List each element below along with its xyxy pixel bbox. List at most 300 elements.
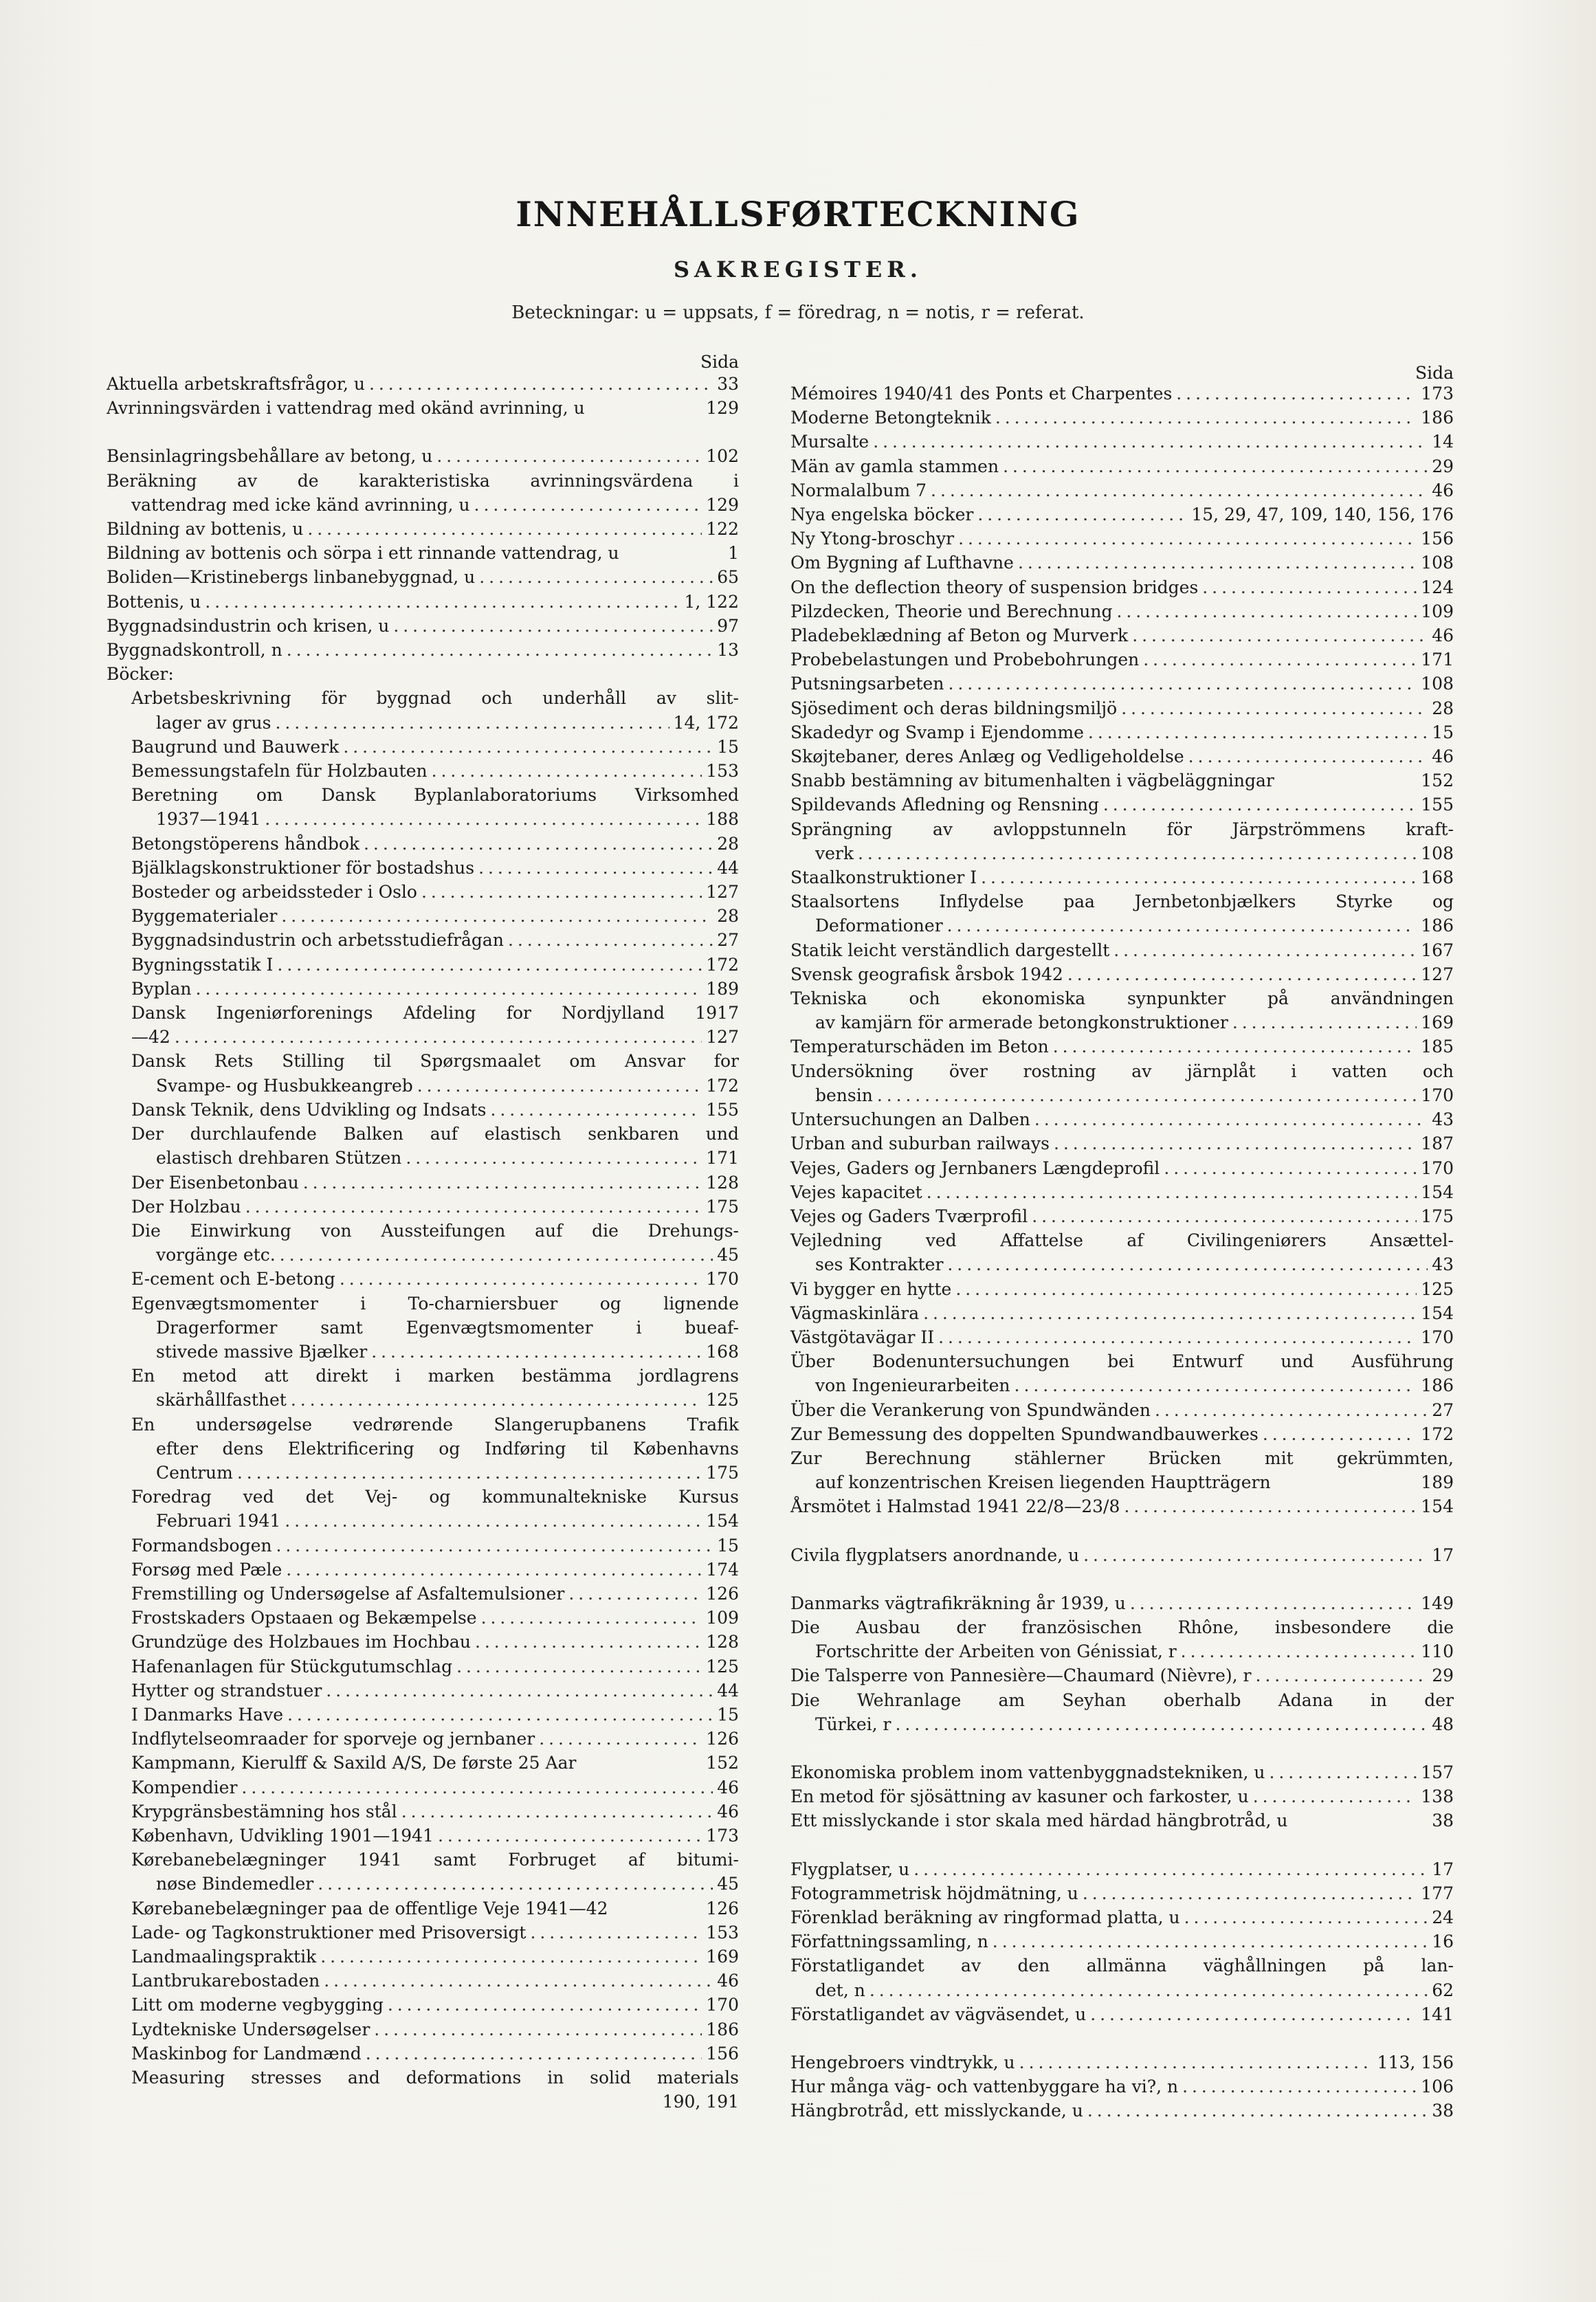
leader-dots [1018,551,1417,575]
index-entry [790,1978,1454,2002]
index-entry [790,575,1454,599]
index-entry [107,1896,739,1921]
leader-dots [1253,1784,1417,1808]
entry-page-number: 174 [706,1559,739,1580]
entry-title: auf konzentrischen Kreisen liegenden Hauptträgern [815,1472,1271,1493]
leader-dots [1124,1494,1417,1518]
section-gap [790,1736,1454,1760]
index-entry [790,1446,1454,1470]
leader-dots [281,904,713,928]
entry-title: Hängbrotråd, ett misslyckande, u [790,2101,1083,2121]
index-entry [790,623,1454,648]
entry-title: Arbetsbeskrivning för byggnad och underhåll av slit- [131,688,739,709]
index-entry [107,759,739,783]
leader-dots [869,1978,1428,2002]
leader-dots [530,1921,702,1945]
leader-dots [287,638,713,662]
index-entry [107,1001,739,1025]
entry-title: Vejledning ved Affattelse af Civilingeniørers Ansættel- [790,1230,1454,1251]
entry-page-number: 43 [1432,1109,1454,1130]
entry-page-number: 127 [706,1027,739,1048]
entry-page-number: 170 [706,1269,739,1290]
entry-title: Litt om moderne vegbygging [131,1995,384,2015]
entry-title: Deformationer [815,916,943,936]
entry-page-number: 170 [1421,1158,1454,1178]
index-entry [790,1591,1454,1615]
entry-title: von Ingenieurarbeiten [815,1375,1010,1396]
leader-dots [931,478,1428,502]
entry-page-number: 43 [1432,1254,1454,1275]
leader-dots [1087,2099,1428,2123]
entry-page-number: 129 [706,494,739,515]
entry-page-number: 113, 156 [1377,2052,1454,2072]
entry-page-number: 1, 122 [684,591,739,612]
entry-page-number: 186 [706,2019,739,2039]
entry-page-number: 152 [706,1753,739,1773]
entry-title: Dansk Rets Stilling til Spørgsmaalet om Ansvar for [131,1051,739,1072]
index-entry [790,478,1454,502]
leader-dots [275,711,669,735]
entry-title: Byggematerialer [131,906,278,927]
leader-dots [364,832,713,856]
leader-dots [287,1703,713,1727]
entry-title: Normalalbum 7 [790,480,927,500]
entry-page-number: 168 [706,1341,739,1362]
index-entry [107,1848,739,1872]
entry-page-number: 157 [1421,1762,1454,1782]
index-entry [790,1954,1454,1978]
entry-title: Byggnadsindustrin och krisen, u [107,615,390,636]
leader-dots [478,856,713,880]
entry-title: Män av gamla stammen [790,456,999,476]
entry-title: stivede massive Bjælker [156,1341,368,1362]
leader-dots [265,807,702,831]
index-entry [790,2002,1454,2026]
index-entry [107,1993,739,2017]
entry-title: Der Holzbau [131,1196,241,1217]
entry-title: Über Bodenuntersuchungen bei Entwurf und Ausführung [790,1351,1454,1372]
entry-page-number: 171 [706,1148,739,1169]
entry-title: Dragerformer samt Egenvægtsmomenter i bueaf- [156,1317,739,1338]
entry-page-number: 27 [717,930,739,951]
index-entry [790,599,1454,623]
entry-page-number: 14, 172 [673,712,739,733]
entry-title: Statik leicht verständlich dargestellt [790,940,1110,960]
index-entry [107,807,739,831]
leader-dots [1103,793,1417,817]
entry-page-number: 190, 191 [662,2092,740,2112]
entry-title: Egenvægtsmomenter i To-charniersbuer og lignende [131,1293,739,1314]
index-entry [790,793,1454,817]
index-entry [790,1615,1454,1639]
entry-page-number: 24 [1432,1907,1454,1927]
entry-title: Dansk Ingeniørforenings Afdeling for Nordjylland 1917 [131,1003,739,1023]
index-entry [107,1509,739,1533]
leader-dots [1181,1639,1417,1663]
index-entry [107,1340,739,1364]
entry-title: I Danmarks Have [131,1704,283,1725]
index-entry [107,856,739,880]
leader-dots [438,1824,702,1848]
entry-title: Ny Ytong-broschyr [790,529,955,549]
entry-title: Hafenanlagen für Stückgutumschlag [131,1656,453,1676]
index-entry [107,1461,739,1485]
entry-page-number: 171 [1421,650,1454,670]
entry-page-number: 38 [1432,2101,1454,2121]
leader-dots [1121,696,1428,720]
entry-page-number: 169 [706,1947,739,1967]
leader-dots [320,1945,702,1969]
entry-title: Byggnadsindustrin och arbetsstudiefrågan [131,930,504,951]
entry-title: Byplan [131,978,192,999]
entry-page-number: 14 [1432,432,1454,452]
entry-page-number: 15, 29, 47, 109, 140, 156, 176 [1191,505,1454,525]
entry-page-number: 172 [706,954,739,975]
index-entry [107,1921,739,1945]
entry-page-number: 173 [706,1825,739,1846]
index-entry [107,832,739,856]
entry-page-number: 124 [1421,577,1454,597]
index-entry [790,1059,1454,1083]
entry-page-number: 177 [1421,1883,1454,1903]
entry-page-number: 45 [717,1245,739,1265]
index-entry [790,817,1454,841]
entry-page-number: 38 [1432,1811,1454,1831]
entry-page-number: 138 [1421,1786,1454,1807]
section-subtitle: SAKREGISTER. [673,256,923,283]
entry-page-number: 154 [1421,1496,1454,1517]
entry-title: Measuring stresses and deformations in solid materials [131,2068,739,2088]
index-entry [790,1639,1454,1663]
entry-title: Urban and suburban railways [790,1133,1050,1154]
leader-dots [490,1098,702,1122]
index-entry [790,865,1454,889]
index-entry [790,1034,1454,1059]
entry-title: Årsmötet i Halmstad 1941 22/8—23/8 [790,1496,1120,1517]
index-entry [107,686,739,710]
entry-title: Fremstilling og Undersøgelse af Asfaltemulsioner [131,1583,565,1604]
index-entry [107,493,739,517]
entry-title: Bensinlagringsbehållare av betong, u [107,446,433,467]
index-entry [790,2050,1454,2074]
index-entry [107,735,739,759]
index-entry [107,711,739,735]
entry-title: Civila flygplatsers anordnande, u [790,1545,1080,1565]
entry-page-number: 109 [706,1608,739,1628]
index-entry [107,541,739,565]
entry-title: Bildning av bottenis, u [107,519,304,540]
section-gap [107,420,739,444]
index-entry [790,986,1454,1010]
entry-page-number: 129 [706,398,739,419]
entry-title: Zur Berechnung stählerner Brücken mit gekrümmten, [790,1448,1454,1468]
leader-dots [927,1180,1417,1204]
entry-page-number: 17 [1432,1859,1454,1879]
index-entry [790,768,1454,793]
index-entry [790,914,1454,938]
entry-page-number: 46 [717,1801,739,1822]
index-entry [790,1131,1454,1155]
entry-title: Skadedyr og Svamp i Ejendomme [790,722,1084,742]
entry-page-number: 185 [1421,1037,1454,1057]
index-entry [790,502,1454,527]
index-entry [107,904,739,928]
index-entry [107,2017,739,2041]
leader-dots [873,430,1428,454]
leader-dots [508,928,713,952]
index-entry [107,396,739,420]
leader-dots [318,1872,713,1896]
entry-title: Hengebroers vindtrykk, u [790,2052,1015,2072]
leader-dots [1034,1107,1428,1131]
entry-page-number: 189 [1421,1472,1454,1493]
entry-page-number: 110 [1421,1641,1454,1662]
index-entry [107,1775,739,1800]
entry-page-number: 172 [706,1075,739,1096]
entry-page-number: 154 [1421,1182,1454,1202]
entry-page-number: 13 [717,640,739,661]
index-entry [790,938,1454,962]
entry-page-number: 154 [706,1511,739,1531]
index-entry [107,1679,739,1703]
leader-dots [474,493,702,517]
entry-title: Lade- og Tagkonstruktioner med Prisoversigt [131,1922,527,1943]
leader-dots [196,977,702,1001]
leader-dots [406,1146,702,1170]
entry-page-number: 46 [1432,626,1454,646]
index-entry [790,1083,1454,1107]
entry-title: Skøjtebaner, deres Anlæg og Vedligeholdelse [790,746,1184,767]
entry-title: Om Bygning af Lufthavne [790,553,1014,573]
index-entry [107,1654,739,1679]
entry-page-number: 15 [717,1704,739,1725]
index-entry [790,2099,1454,2123]
leader-dots [241,1775,713,1800]
entry-page-number: 45 [717,1874,739,1894]
entry-page-number: 186 [1421,916,1454,936]
index-entry [107,977,739,1001]
entry-title: Der Eisenbetonbau [131,1172,299,1193]
index-entry [107,1751,739,1775]
leader-dots [277,953,702,977]
entry-title: Lantbrukarebostaden [131,1971,320,1991]
leader-dots [475,1630,702,1654]
index-entry [107,928,739,952]
entry-page-number: 65 [717,567,739,588]
leader-dots [1053,1034,1417,1059]
entry-page-number: 152 [1421,771,1454,791]
index-entry [107,662,739,686]
index-entry [790,962,1454,986]
leader-dots [958,527,1417,551]
index-entry [107,1049,739,1073]
entry-title: Staalkonstruktioner I [790,867,977,888]
entry-title: Betongstöperens håndbok [131,833,360,854]
index-entry [790,1398,1454,1422]
entry-page-number: 170 [1421,1085,1454,1105]
entry-page-number: 46 [1432,480,1454,500]
entry-title: Vejes, Gaders og Jernbaners Længdeprofil [790,1158,1160,1178]
entry-page-number: 168 [1421,867,1454,888]
entry-page-number: 125 [706,1656,739,1676]
leader-dots [303,1171,702,1195]
entry-page-number: 1 [728,543,739,564]
index-entry [107,590,739,614]
entry-page-number: 169 [1421,1012,1454,1033]
leader-dots [1263,1422,1417,1446]
leader-dots [977,502,1187,527]
index-entry [107,1267,739,1291]
index-entry [790,1180,1454,1204]
entry-title: E-cement och E-betong [131,1269,335,1290]
index-entry [107,1074,739,1098]
leader-dots [1270,1760,1417,1784]
leader-dots [481,1606,702,1630]
leader-dots [947,914,1417,938]
entry-title: On the deflection theory of suspension bridges [790,577,1199,597]
leader-dots [877,1083,1417,1107]
entry-title: verk [815,843,854,863]
leader-dots [1256,1663,1428,1687]
index-entry [107,1098,739,1122]
index-entry [107,1388,739,1412]
index-entry [790,841,1454,865]
index-entry [107,614,739,638]
entry-title: Förenklad beräkning av ringformad platta, u [790,1907,1180,1927]
leader-dots [324,1969,713,1993]
index-entry [107,1630,739,1654]
index-entry [107,372,739,396]
leader-dots [369,372,713,396]
index-entry [107,1316,739,1340]
leader-dots [1182,2074,1417,2099]
entry-title: vattendrag med icke känd avrinning, u [131,494,470,515]
entry-page-number: 149 [1421,1593,1454,1613]
index-entry [790,1663,1454,1687]
leader-dots [955,1277,1417,1301]
entry-page-number: 33 [717,374,739,394]
entry-title: Vejes og Gaders Tværprofil [790,1206,1028,1226]
leader-dots [432,759,702,783]
index-entry [107,1292,739,1316]
index-entry [790,1688,1454,1712]
entry-title: Förstatligandet av den allmänna väghållningen på lan- [790,1956,1454,1976]
entry-page-number: 175 [1421,1206,1454,1226]
leader-dots [1232,1010,1417,1034]
index-entry [107,1824,739,1848]
entry-page-number: 122 [706,519,739,540]
entry-title: Hur många väg- och vattenbyggare ha vi?, n [790,2077,1179,2097]
entry-page-number: 125 [706,1390,739,1410]
entry-page-number: 189 [706,978,739,999]
leader-dots [1202,575,1417,599]
entry-page-number: 48 [1432,1714,1454,1734]
entry-page-number: 29 [1432,456,1454,476]
index-column-left [107,347,739,2114]
index-entry [790,1252,1454,1276]
entry-page-number: 128 [706,1172,739,1193]
leader-dots [1019,2050,1373,2074]
leader-dots [1184,1905,1428,1929]
entry-title: Putsningsarbeten [790,674,944,694]
entry-title: Frostskaders Opstaaen og Bekæmpelse [131,1608,477,1628]
page-column-header: Sida [700,352,739,372]
entry-title: Der durchlaufende Balken auf elastisch senkbaren und [131,1124,739,1144]
entry-page-number: 126 [706,1729,739,1749]
index-entry [790,889,1454,914]
leader-dots [1130,1591,1417,1615]
entry-title: Pilzdecken, Theorie und Berechnung [790,601,1113,621]
index-entry [790,1929,1454,1954]
index-entry [790,1857,1454,1881]
entry-title: Svensk geografisk årsbok 1942 [790,964,1063,984]
entry-title: Staalsortens Inflydelse paa Jernbetonbjælkers Styrke og [790,892,1454,912]
leader-dots [393,614,713,638]
entry-title: Fortschritte der Arbeiten von Génissiat, r [815,1641,1177,1662]
leader-dots [479,565,713,589]
entry-title: Kompendier [131,1777,238,1797]
entry-title: Maskinbog for Landmænd [131,2043,362,2063]
index-entry [790,720,1454,744]
index-list-left [107,372,739,2114]
leader-dots [343,735,713,759]
entry-page-number: 186 [1421,1375,1454,1396]
section-gap [790,1519,1454,1543]
leader-dots [291,1388,702,1412]
entry-page-number: 15 [717,736,739,757]
entry-title: Die Ausbau der französischen Rhône, insbesondere die [790,1617,1454,1637]
entry-title: Flygplatser, u [790,1859,910,1879]
entry-page-number: 62 [1432,1980,1454,2000]
index-entry [790,1760,1454,1784]
entry-page-number: 188 [706,809,739,830]
index-entry [790,1784,1454,1808]
index-entry [790,1905,1454,1929]
entry-page-number: 175 [706,1462,739,1483]
entry-title: vorgänge etc. [156,1245,276,1265]
entry-title: bensin [815,1085,873,1105]
entry-title: Förstatligandet av vägväsendet, u [790,2004,1087,2024]
entry-title: Centrum [156,1462,233,1483]
entry-page-number: 28 [1432,698,1454,718]
entry-title: Tekniska och ekonomiska synpunkter på användningen [790,988,1454,1009]
entry-title: Lydtekniske Undersøgelser [131,2019,370,2039]
leader-dots [1164,1156,1417,1180]
entry-page-number: 125 [1421,1279,1454,1299]
index-entry [790,1373,1454,1397]
entry-title: Vägmaskinlära [790,1303,920,1323]
entry-page-number: 126 [706,1583,739,1604]
index-entry [790,1107,1454,1131]
entry-title: Indflytelseomraader for sporveje og jernbaner [131,1729,535,1749]
index-entry [107,1969,739,1993]
page-title: INNEHÅLLSFØRTECKNING [516,194,1080,234]
entry-page-number: 186 [1421,408,1454,428]
entry-title: det, n [815,1980,865,2000]
entry-title: Grundzüge des Holzbaues im Hochbau [131,1632,471,1652]
leader-dots [1113,938,1417,962]
entry-title: Författningssamling, n [790,1932,988,1952]
page-column-header: Sida [1415,363,1454,383]
leader-dots [326,1679,713,1703]
entry-page-number: 46 [1432,746,1454,767]
index-entry [107,1122,739,1146]
entry-title: Fotogrammetrisk höjdmätning, u [790,1883,1078,1903]
index-entry [107,1582,739,1606]
leader-dots [307,517,702,541]
index-entry [790,1277,1454,1301]
index-entry [107,783,739,807]
